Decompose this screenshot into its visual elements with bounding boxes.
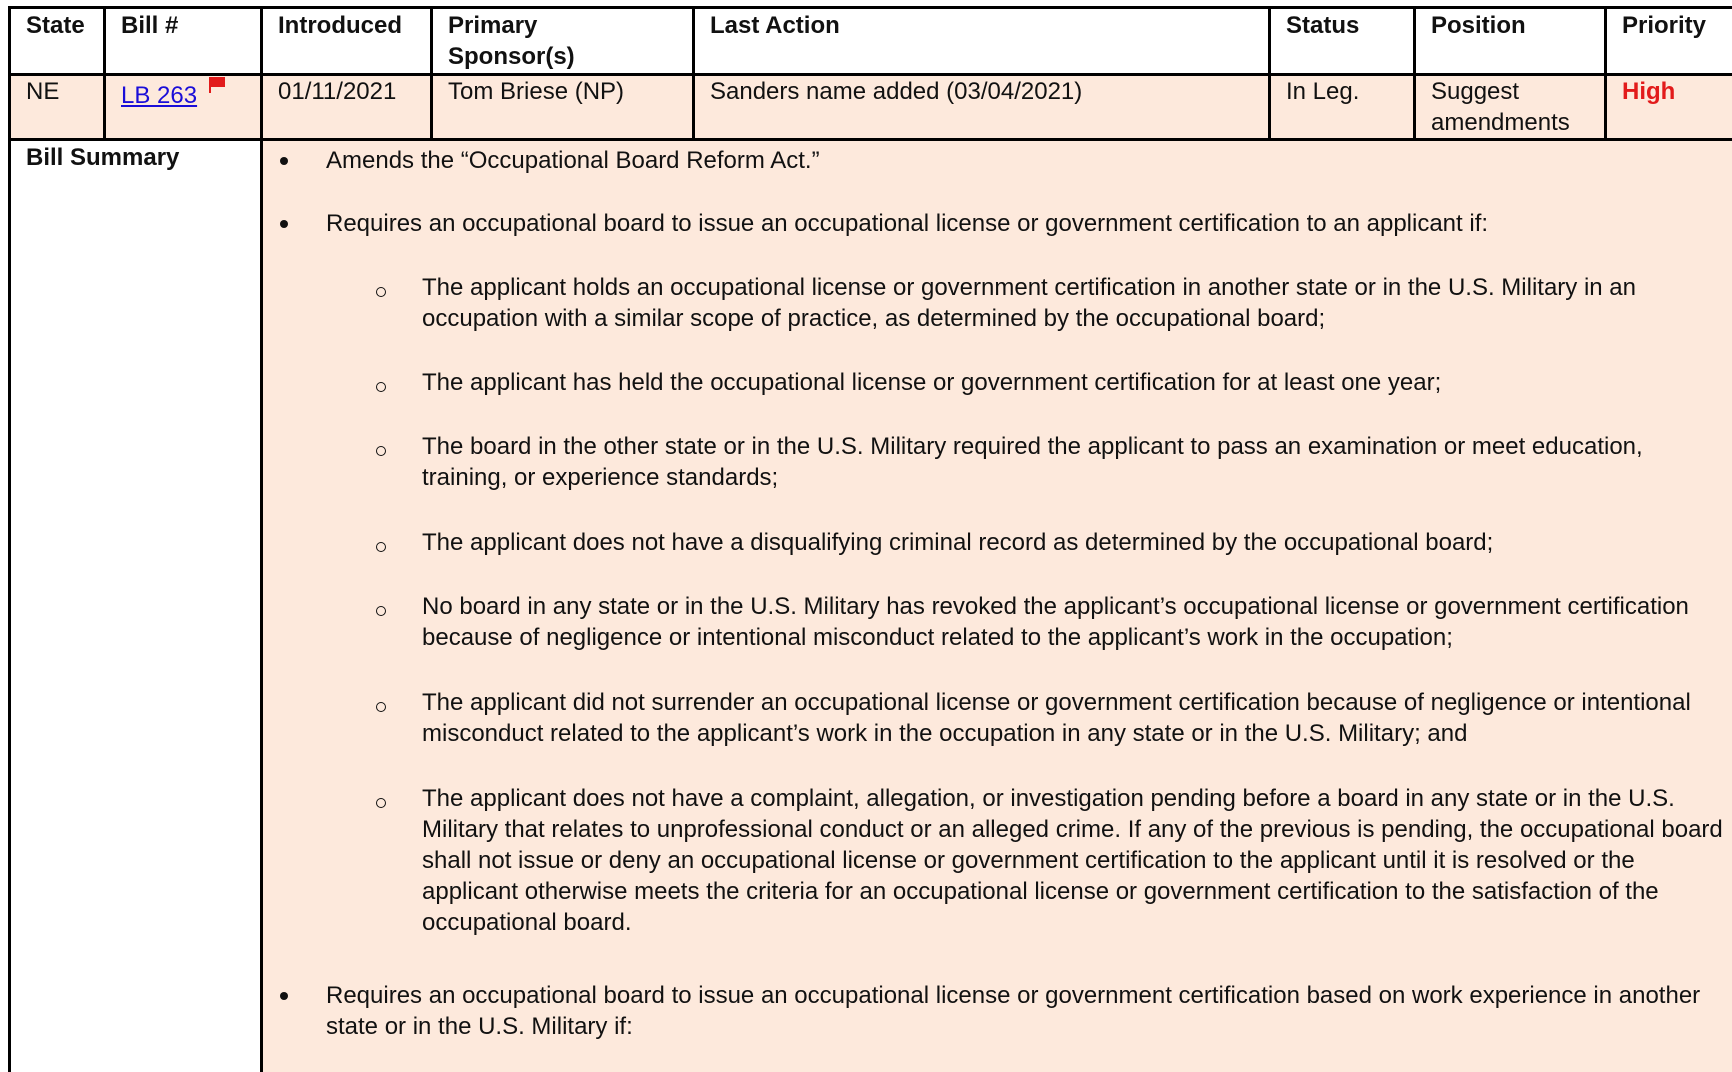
col-divider	[1268, 6, 1271, 140]
header-sponsor: Primary Sponsor(s)	[448, 12, 575, 70]
summary-item: Amends the “Occupational Board Reform Act.”	[326, 147, 820, 174]
row-bottom-border	[8, 138, 1732, 141]
header-bill: Bill #	[121, 12, 179, 39]
table-left-border	[8, 6, 11, 1072]
summary-subitem: The applicant has held the occupational license or government certification for at least one year;	[422, 369, 1442, 396]
col-divider	[430, 6, 433, 140]
header-priority: Priority	[1622, 12, 1707, 39]
summary-item: Requires an occupational board to issue an occupational license or government certification based on work experience in another state or in the U.S. Military if:	[326, 982, 1701, 1040]
summary-subitem: The applicant did not surrender an occupational license or government certification because of negligence or intentional misconduct related to the applicant’s work in the occupation in any state or in the U.S. Military; and	[422, 689, 1691, 747]
summary-subitem: The board in the other state or in the U.S. Military required the applicant to pass an examination or meet education, training, or experience standards;	[422, 433, 1643, 491]
cell-state: NE	[26, 78, 60, 105]
col-divider	[1413, 6, 1416, 140]
circle-bullet-icon	[376, 287, 386, 297]
cell-introduced: 01/11/2021	[278, 78, 397, 105]
summary-subitem: No board in any state or in the U.S. Military has revoked the applicant’s occupational license or government certification because of negligence or intentional misconduct related to the applicant’s work in the occupation;	[422, 593, 1689, 651]
summary-subitem: The applicant does not have a complaint, allegation, or investigation pending before a board in any state or in the U.S. Military that relates to unprofessional conduct or an alleged crime. If any of the previous is pending, the occupational board shall not issue or deny an occupational license or government certification to the applicant until it is resolved or the applicant otherwise meets the criteria for an occupational license or government certification to the satisfaction of the occupational board.	[422, 785, 1723, 936]
col-divider	[103, 6, 106, 140]
header-last-action: Last Action	[710, 12, 840, 39]
summary-subitem: The applicant does not have a disqualifying criminal record as determined by the occupational board;	[422, 529, 1494, 556]
cell-bill	[107, 80, 257, 111]
circle-bullet-icon	[376, 798, 386, 808]
bill-link[interactable]: LB 263	[121, 82, 198, 109]
summary-item: Requires an occupational board to issue an occupational license or government certification to an applicant if:	[326, 210, 1489, 237]
circle-bullet-icon	[376, 702, 386, 712]
col-divider	[692, 6, 695, 140]
summary-subitem: The applicant holds an occupational license or government certification in another state or in the U.S. Military in an occupation with a similar scope of practice, as determined by the occupational board;	[422, 274, 1636, 332]
col-divider	[1604, 6, 1607, 140]
circle-bullet-icon	[376, 446, 386, 456]
circle-bullet-icon	[376, 606, 386, 616]
header-position: Position	[1431, 12, 1526, 39]
flag-icon	[208, 76, 228, 94]
header-status: Status	[1286, 12, 1360, 39]
cell-priority: High	[1622, 78, 1676, 105]
cell-last-action: Sanders name added (03/04/2021)	[710, 78, 1083, 105]
circle-bullet-icon	[376, 542, 386, 552]
cell-position: Suggest amendments	[1431, 78, 1570, 136]
bullet-icon	[280, 220, 288, 228]
header-introduced: Introduced	[278, 12, 402, 39]
cell-sponsor: Tom Briese (NP)	[448, 78, 625, 105]
table-top-border	[8, 6, 1732, 9]
header-state: State	[26, 12, 85, 39]
cell-status: In Leg.	[1286, 78, 1360, 105]
summary-label: Bill Summary	[26, 144, 180, 171]
circle-bullet-icon	[376, 382, 386, 392]
col-divider	[260, 6, 263, 1072]
bullet-icon	[280, 992, 288, 1000]
bullet-icon	[280, 157, 288, 165]
